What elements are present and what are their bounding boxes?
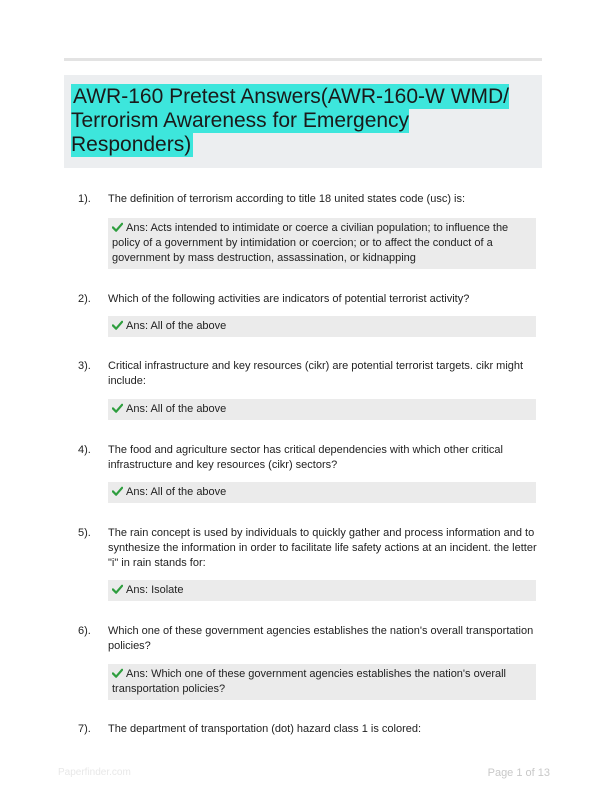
answer-text: Ans: Isolate	[126, 584, 184, 596]
question-text: Critical infrastructure and key resources (cikr) are potential terrorist targets. cikr might include:	[108, 360, 524, 387]
page-title	[71, 85, 536, 157]
top-divider	[64, 58, 542, 61]
answer-text: Ans: Which one of these government agencies establishes the nation's overall transportation policies?	[112, 668, 506, 695]
answer-box	[108, 664, 536, 700]
question-number: 5).	[78, 527, 91, 539]
answer-text: Ans: All of the above	[126, 403, 227, 415]
question-number: 2).	[78, 293, 91, 305]
question-number: 3).	[78, 360, 91, 372]
question-text: The rain concept is used by individuals to quickly gather and process information and to synthesize the information in order to facilitate life safety actions at an incident. the letter "i" in rain stands for:	[108, 527, 537, 569]
question-number: 6).	[78, 625, 91, 637]
answer-box	[108, 482, 536, 503]
question-text: The definition of terrorism according to title 18 united states code (usc) is:	[108, 193, 466, 205]
check-icon	[112, 584, 123, 594]
question-text: Which one of these government agencies establishes the nation's overall transportation policies?	[108, 625, 534, 652]
check-icon	[112, 668, 123, 678]
question-number: 7).	[78, 723, 91, 735]
footer-watermark: Paperfinder.com	[58, 767, 131, 778]
answer-text: Ans: All of the above	[126, 320, 227, 332]
answer-box	[108, 316, 536, 337]
question-text: The food and agriculture sector has critical dependencies with which other critical infrastructure and key resources (cikr) sectors?	[108, 444, 503, 471]
answer-box	[108, 399, 536, 420]
question-number: 1).	[78, 193, 91, 205]
answer-text: Ans: All of the above	[126, 486, 227, 498]
check-icon	[112, 486, 123, 496]
question-text: The department of transportation (dot) hazard class 1 is colored:	[108, 723, 422, 735]
title-highlight: AWR-160 Pretest Answers(AWR-160-W WMD/ Terrorism Awareness for Emergency Responders)	[71, 85, 510, 156]
answer-box	[108, 580, 536, 601]
question-text: Which of the following activities are indicators of potential terrorist activity?	[108, 293, 470, 305]
check-icon	[112, 403, 123, 413]
answer-text: Ans: Acts intended to intimidate or coerce a civilian population; to influence the policy of a government by intimidation or coercion; or to affect the conduct of a government by mass destruction, assassination, or kidnapping	[112, 222, 509, 264]
check-icon	[112, 222, 123, 232]
question-number: 4).	[78, 444, 91, 456]
check-icon	[112, 320, 123, 330]
page-number: Page 1 of 13	[487, 767, 550, 779]
answer-box	[108, 218, 536, 269]
